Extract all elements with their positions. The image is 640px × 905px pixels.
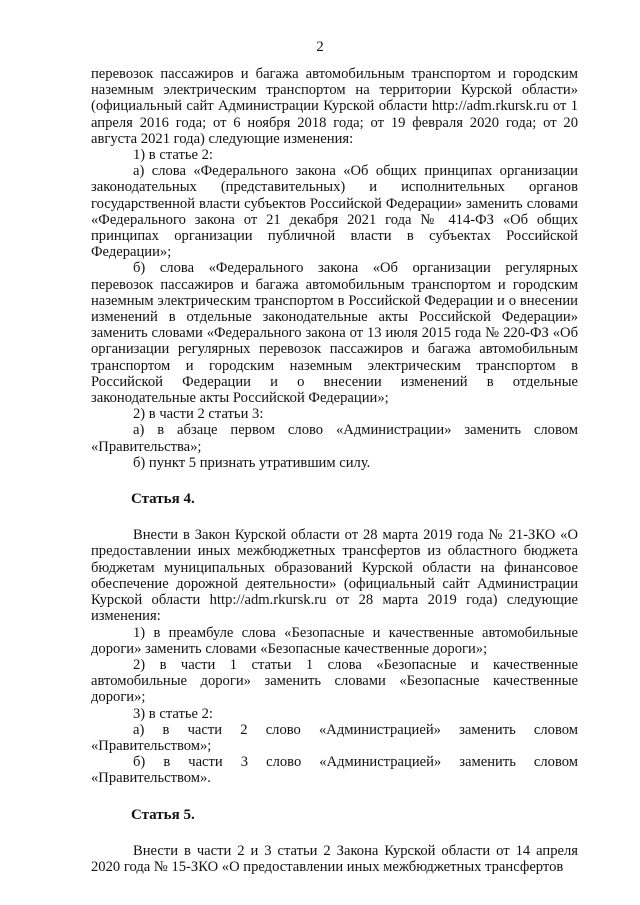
document-body — [91, 66, 578, 875]
paragraph-item-2b: б) пункт 5 признать утратившим силу. — [133, 454, 371, 471]
article-4-paragraph: а) в части 2 слово «Администрацией» заменить словом «Правительством»; — [91, 721, 578, 754]
paragraph-item-2: 2) в части 2 статьи 3: — [133, 406, 264, 423]
article-4-paragraph: 3) в статье 2: — [133, 705, 213, 722]
paragraph-item-1a: а) слова «Федерального закона «Об общих принципах организации законодательных (представительных) и исполнительных органов государственной власти субъектов Российской Федерации» заменить словами «Федерального закона от 21 декабря 2021 года № 414-ФЗ «Об общих принципах организации публичной власти в субъектах Российской Федерации»; — [91, 163, 578, 261]
paragraph-intro-continuation: перевозок пассажиров и багажа автомобильным транспортом и городским наземным электрическим транспортом на территории Курской области» (официальный сайт Администрации Курской области http://adm.rkursk.ru от 1 апреля 2016 года; от 6 ноября 2018 года; от 19 февраля 2020 года; от 20 августа 2021 года) следующие изменения: — [91, 66, 578, 147]
article-4-paragraph: 2) в части 1 статьи 1 слова «Безопасные и качественные автомобильные дороги» заменить словами «Безопасные качественные дороги»; — [91, 656, 578, 706]
paragraph-item-1b: б) слова «Федерального закона «Об организации регулярных перевозок пассажиров и багажа автомобильным транспортом и городским наземным электрическим транспортом в Российской Федерации и о внесении изменений в отдельные законодательные акты Российской Федерации» заменить словами «Федерального закона от 13 июля 2015 года № 220-ФЗ «Об организации регулярных перевозок пассажиров и багажа автомобильным транспортом и городским наземным электрическим транспортом в Российской Федерации и о внесении изменений в отдельные законодательные акты Российской Федерации»; — [91, 260, 578, 407]
article-4-paragraph: б) в части 3 слово «Администрацией» заменить словом «Правительством». — [91, 754, 578, 787]
paragraph-item-1: 1) в статье 2: — [133, 147, 213, 164]
article-5-paragraph: Внести в части 2 и 3 статьи 2 Закона Курской области от 14 апреля 2020 года № 15-ЗКО «О предоставлении иных межбюджетных трансфертов — [91, 842, 578, 875]
article-4-heading: Статья 4. — [131, 491, 195, 508]
article-4-paragraph: Внести в Закон Курской области от 28 марта 2019 года № 21-ЗКО «О предоставлении иных межбюджетных трансфертов из областного бюджета бюджетам муниципальных образований Курской области на финансовое обеспечение дорожной деятельности» (официальный сайт Администрации Курской области http://adm.rkursk.ru от 28 марта 2019 года) следующие изменения: — [91, 527, 578, 625]
article-5-heading: Статья 5. — [131, 806, 195, 823]
page-number: 2 — [316, 39, 324, 55]
article-4-paragraph: 1) в преамбуле слова «Безопасные и качественные автомобильные дороги» заменить словами «Безопасные качественные дороги»; — [91, 624, 578, 657]
paragraph-item-2a: а) в абзаце первом слово «Администрации» заменить словом «Правительства»; — [91, 422, 578, 455]
